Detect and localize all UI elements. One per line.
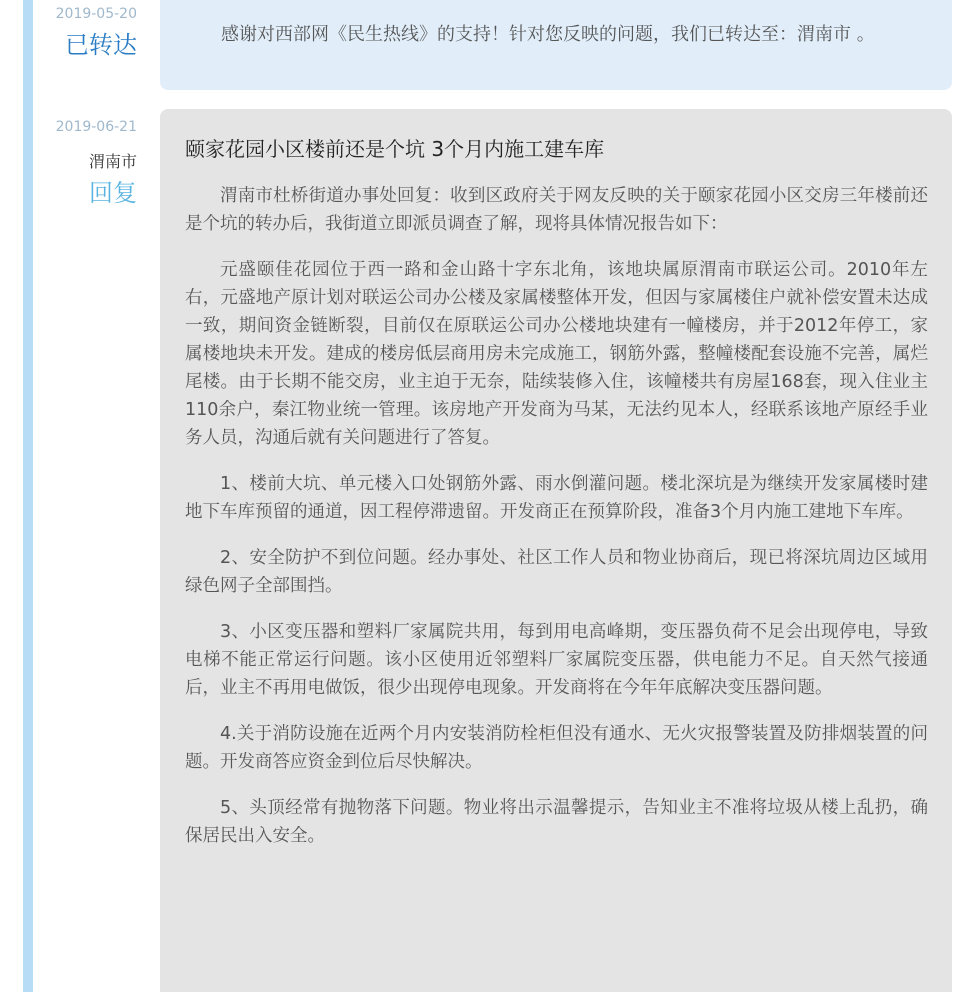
entry-forwarded-meta [37, 5, 137, 61]
reply-title: 颐家花园小区楼前还是个坑 3个月内施工建车库 [185, 137, 605, 161]
reply-paragraph: 渭南市杜桥街道办事处回复：收到区政府关于网友反映的关于颐家花园小区交房三年楼前还是个坑的转办后，我街道立即派员调查了解，现将具体情况报告如下： [185, 186, 928, 234]
reply-content [185, 182, 928, 868]
status-label-forwarded: 已转达 [65, 31, 137, 59]
entry-reply-meta [37, 118, 137, 209]
reply-message-box [160, 109, 952, 992]
reply-paragraph: 元盛颐佳花园位于西一路和金山路十字东北角，该地块属原渭南市联运公司。2010年左右，元盛地产原计划对联运公司办公楼及家属楼整体开发，但因与家属楼住户就补偿安置未达成一致，期间资金链断裂，目前仅在原联运公司办公楼地块建有一幢楼房，并于2012年停工，家属楼地块未开发。建成的楼房低层商用房未完成施工，钢筋外露，整幢楼配套设施不完善，属烂尾楼。由于长期不能交房，业主迫于无奈，陆续装修入住，该幢楼共有房屋168套，现入住业主110余户，秦江物业统一管理。该房地产开发商为马某，无法约见本人，经联系该地产原经手业务人员，沟通后就有关问题进行了答复。 [185, 260, 928, 448]
reply-paragraph: 2、安全防护不到位问题。经办事处、社区工作人员和物业协商后，现已将深坑周边区域用绿色网子全部围挡。 [185, 548, 928, 596]
reply-paragraph: 4.关于消防设施在近两个月内安装消防栓柜但没有通水、无火灾报警装置及防排烟装置的问题。开发商答应资金到位后尽快解决。 [185, 724, 928, 772]
forwarded-message-text: 感谢对西部网《民生热线》的支持！针对您反映的问题，我们已转达至：渭南市 。 [221, 24, 875, 45]
reply-paragraph: 3、小区变压器和塑料厂家属院共用，每到用电高峰期，变压器负荷不足会出现停电，导致电梯不能正常运行问题。该小区使用近邻塑料厂家属院变压器，供电能力不足。自天然气接通后，业主不再用电做饭，很少出现停电现象。开发商将在今年年底解决变压器问题。 [185, 622, 928, 698]
reply-paragraph: 5、头顶经常有抛物落下问题。物业将出示温馨提示，告知业主不准将垃圾从楼上乱扔，确保居民出入安全。 [185, 798, 928, 846]
reply-paragraph: 1、楼前大坑、单元楼入口处钢筋外露、雨水倒灌问题。楼北深坑是为继续开发家属楼时建地下车库预留的通道，因工程停滞遗留。开发商正在预算阶段，准备3个月内施工建地下车库。 [185, 474, 928, 522]
forwarded-message-box [160, 0, 952, 90]
entry-date: 2019-06-21 [55, 119, 137, 135]
status-label-reply: 回复 [89, 179, 137, 207]
reply-department: 渭南市 [88, 152, 137, 171]
entry-date: 2019-05-20 [55, 6, 137, 22]
timeline-bar [23, 0, 33, 992]
